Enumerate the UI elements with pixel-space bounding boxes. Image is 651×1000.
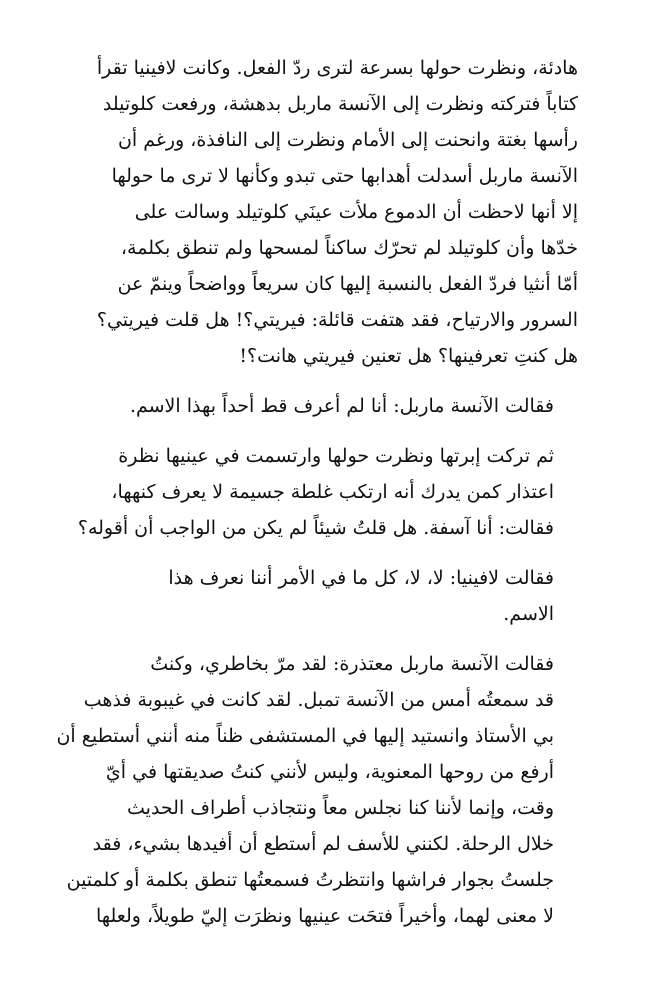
text-line: فقالت الآنسة ماربل معتذرة: لقد مرّ بخاطري، وكنتُ	[150, 653, 554, 675]
text-line: كتاباً فتركته ونظرت إلى الآنسة ماربل بدهشة، ورفعت كلوتيلد	[102, 93, 578, 115]
text-line: هادئة، ونظرت حولها بسرعة لترى ردّ الفعل. وكانت لافينيا تقرأ	[96, 57, 578, 79]
paragraph-5	[56, 646, 578, 934]
text-line: لا معنى لهما، وأخيراً فتحَت عينيها ونظرَت إليّ طويلاً، ولعلها	[95, 905, 554, 927]
text-line: ثم تركت إبرتها ونظرت حولها وارتسمت في عينيها نظرة	[118, 445, 554, 467]
text-line: قد سمعتُه أمس من الآنسة تمبل. لقد كانت في غيبوبة فذهب	[83, 689, 554, 711]
text-line: الاسم.	[503, 603, 554, 625]
text-line: اعتذار كمن يدرك أنه ارتكب غلطة جسيمة لا يعرف كنهها،	[111, 481, 554, 503]
book-page	[56, 50, 578, 934]
text-line: فقالت: أنا آسفة. هل قلتُ شيئاً لم يكن من الواجب أن أقوله؟	[77, 517, 554, 539]
text-line: أرفع من روحها المعنوية، وليس لأنني كنتُ صديقتها في أيّ	[105, 761, 554, 783]
text-line: خدّها وأن كلوتيلد لم تحرّك ساكناً لمسحها ولم تنطق بكلمة،	[120, 237, 578, 259]
text-line: أمّا أنثيا فردّ الفعل بالنسبة إليها كان سريعاً وواضحاً وينمّ عن	[117, 273, 578, 295]
paragraph-3	[78, 438, 578, 546]
paragraph-1	[78, 50, 578, 374]
text-line: رأسها بغتة وانحنت إلى الأمام ونظرت إلى النافذة، ورغم أن	[117, 129, 578, 151]
text-line: وقت، وإنما لأننا كنا نجلس معاً ونتجاذب أطراف الحديث	[127, 797, 554, 819]
text-line: إلا أنها لاحظت أن الدموع ملأت عينَي كلوتيلد وسالت على	[134, 201, 578, 223]
paragraph-4	[78, 560, 578, 632]
text-line: فقالت الآنسة ماربل: أنا لم أعرف قط أحداً بهذا الاسم.	[129, 395, 554, 417]
text-line: فقالت لافينيا: لا، لا، كل ما في الأمر أننا نعرف هذا	[168, 567, 554, 589]
text-line: الآنسة ماربل أسدلت أهدابها حتى تبدو وكأنها لا ترى ما حولها	[111, 165, 578, 187]
text-line: هل كنتِ تعرفينها؟ هل تعنين فيريتي هانت؟!	[239, 345, 578, 367]
text-line: بي الأستاذ وانستيد إليها في المستشفى ظناً منه أنني أستطيع أن	[56, 725, 554, 747]
paragraph-2	[78, 388, 578, 424]
text-line: السرور والارتياح، فقد هتفت قائلة: فيريتي؟! هل قلت فيريتي؟	[96, 309, 578, 331]
text-line: خلال الرحلة. لكنني للأسف لم أستطع أن أفيدها بشيء، فقد	[92, 833, 554, 855]
text-line: جلستُ بجوار فراشها وانتظرتُ فسمعتُها تنطق بكلمة أو كلمتين	[66, 869, 554, 891]
